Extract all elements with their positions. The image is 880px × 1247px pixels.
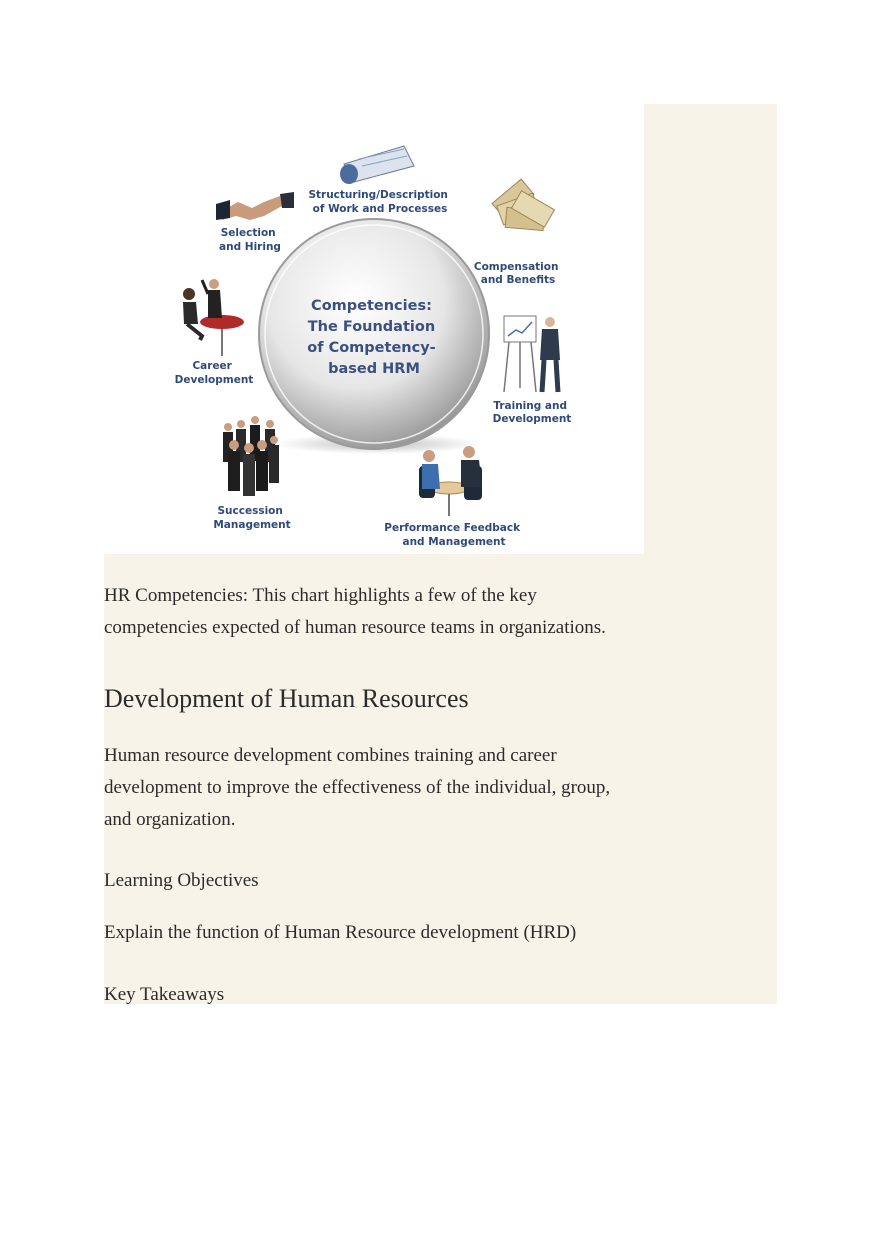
- objective-text: Explain the function of Human Resource development (HRD): [104, 922, 577, 943]
- section-heading: Development of Human Resources: [104, 684, 469, 713]
- key-takeaways-label: Key Takeaways: [104, 984, 225, 1005]
- svg-text:Succession Management: [213, 505, 290, 531]
- svg-text:Training and Development: [493, 400, 572, 425]
- label-succession-2: Management: [213, 519, 291, 531]
- handshake-icon: [216, 192, 294, 220]
- svg-text:Compensation and Benefit: [474, 261, 562, 286]
- label-selection-2: and Hiring: [219, 241, 281, 253]
- money-stack-icon: [492, 179, 554, 230]
- label-structuring-1: Structuring/Description: [308, 189, 448, 201]
- center-line-3: of Competency-: [307, 340, 436, 356]
- label-training-2: Development: [492, 413, 572, 425]
- label-performance-2: and Management: [402, 536, 506, 548]
- label-performance-1: Performance Feedback: [384, 522, 521, 534]
- office-desk-icon: [183, 279, 244, 356]
- learning-objectives-label: Learning Objectives: [104, 870, 259, 891]
- label-structuring-2: of Work and Processes: [312, 203, 448, 215]
- label-compensation-2: and Benefits: [480, 274, 556, 286]
- label-succession-1: Succession: [217, 505, 283, 517]
- label-compensation-1: Compensation: [473, 261, 559, 273]
- svg-text:Selection and Hiring: [219, 227, 281, 253]
- hr-competencies-figure: [104, 104, 644, 554]
- presenter-flipchart-icon: [504, 316, 560, 392]
- center-line-4: based HRM: [328, 361, 420, 377]
- svg-text:Structuring/Description: [308, 189, 451, 215]
- business-group-icon: [223, 416, 279, 496]
- blueprint-roll-icon: [340, 146, 414, 184]
- svg-text:Career Development: [175, 360, 254, 386]
- svg-text:Performance Feedback and: [384, 522, 523, 548]
- center-line-1: Competencies:: [311, 298, 432, 314]
- body-paragraph: Human resource development combines training and career development to improve the effectiveness of the individual, group, and organization.: [104, 745, 611, 830]
- center-line-2: The Foundation: [307, 319, 436, 335]
- figure-caption: HR Competencies: This chart highlights a few of the key competencies expected of human resource teams in organizations.: [104, 585, 606, 638]
- label-career-2: Development: [174, 374, 254, 386]
- label-selection-1: Selection: [220, 227, 276, 239]
- meeting-table-icon: [419, 446, 482, 516]
- label-career-1: Career: [192, 360, 232, 372]
- label-training-1: Training and: [493, 400, 568, 412]
